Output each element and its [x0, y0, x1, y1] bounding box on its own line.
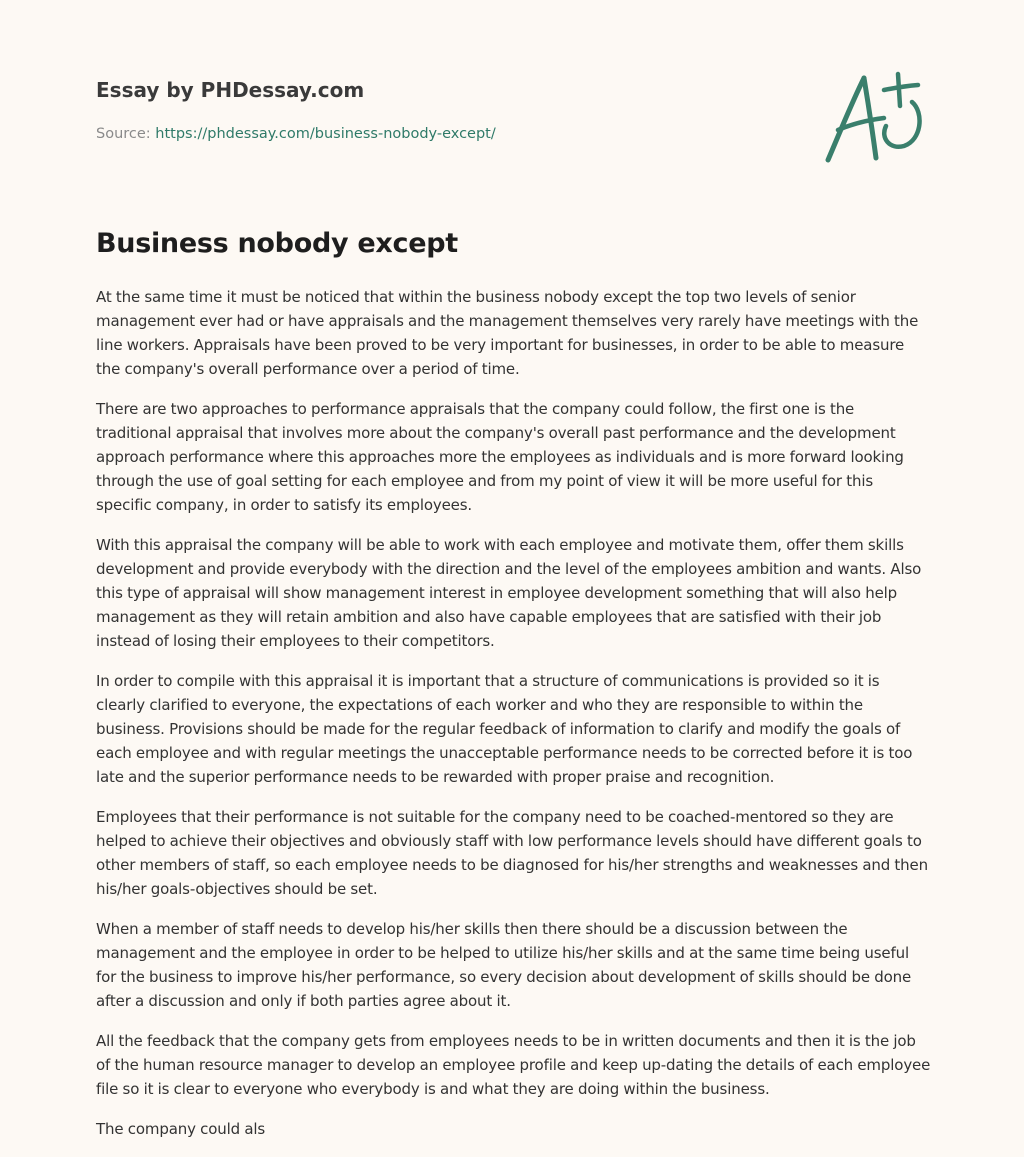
paragraph: With this appraisal the company will be able to work with each employee and motivate them, offer them skills development and provide everybody with the direction and the level of the employees ambition and wants. Also this type of appraisal will show management interest in employee development something that will also help management as they will retain ambition and also have capable employees that are satisfied with their job instead of losing their employees to their competitors. — [96, 536, 922, 650]
paragraph: When a member of staff needs to develop his/her skills then there should be a discussion between the management and the employee in order to be helped to utilize his/her skills and at the same time being useful for the business to improve his/her performance, so every decision about development of skills should be done after a discussion and only if both parties agree about it. — [96, 920, 912, 1010]
source-link[interactable]: https://phdessay.com/business-nobody-except/ — [155, 126, 496, 142]
page-header — [96, 76, 796, 144]
source-label: Source: — [96, 126, 151, 142]
paragraph: At the same time it must be noticed that within the business nobody except the top two levels of senior management ever had or have appraisals and the management themselves very rarely have meetings with the line workers. Appraisals have been proved to be very important for businesses, in order to be able to measure the company's overall performance over a period of time. — [96, 288, 919, 378]
paragraph: In order to compile with this appraisal it is important that a structure of communications is provided so it is clearly clarified to everyone, the expectations of each worker and who they are responsible to within the business. Provisions should be made for the regular feedback of information to clarify and modify the goals of each employee and with regular meetings the unacceptable performance needs to be corrected before it is too late and the superior performance needs to be rewarded with proper praise and recognition. — [96, 672, 913, 786]
paragraph: All the feedback that the company gets from employees needs to be in written documents and then it is the job of the human resource manager to develop an employee profile and keep up-dating the details of each employee file so it is clear to everyone who everybody is and what they are doing within the business. — [96, 1032, 931, 1098]
paragraph: The company could als — [96, 1120, 266, 1138]
essay-body — [96, 285, 932, 1157]
source-line — [96, 124, 796, 144]
brand-title: Essay by PHDessay.com — [96, 78, 365, 102]
a-plus-logo-icon — [818, 66, 930, 166]
page-title: Business nobody except — [96, 228, 458, 259]
paragraph: Employees that their performance is not suitable for the company need to be coached-mentored so they are helped to achieve their objectives and obviously staff with low performance levels should have different goals to other members of staff, so each employee needs to be diagnosed for his/her strengths and weaknesses and then his/her goals-objectives should be set. — [96, 808, 928, 898]
paragraph: There are two approaches to performance appraisals that the company could follow, the first one is the traditional appraisal that involves more about the company's overall past performance and the development approach performance where this approaches more the employees as individuals and is more forward looking through the use of goal setting for each employee and from my point of view it will be more useful for this specific company, in order to satisfy its employees. — [96, 400, 904, 514]
